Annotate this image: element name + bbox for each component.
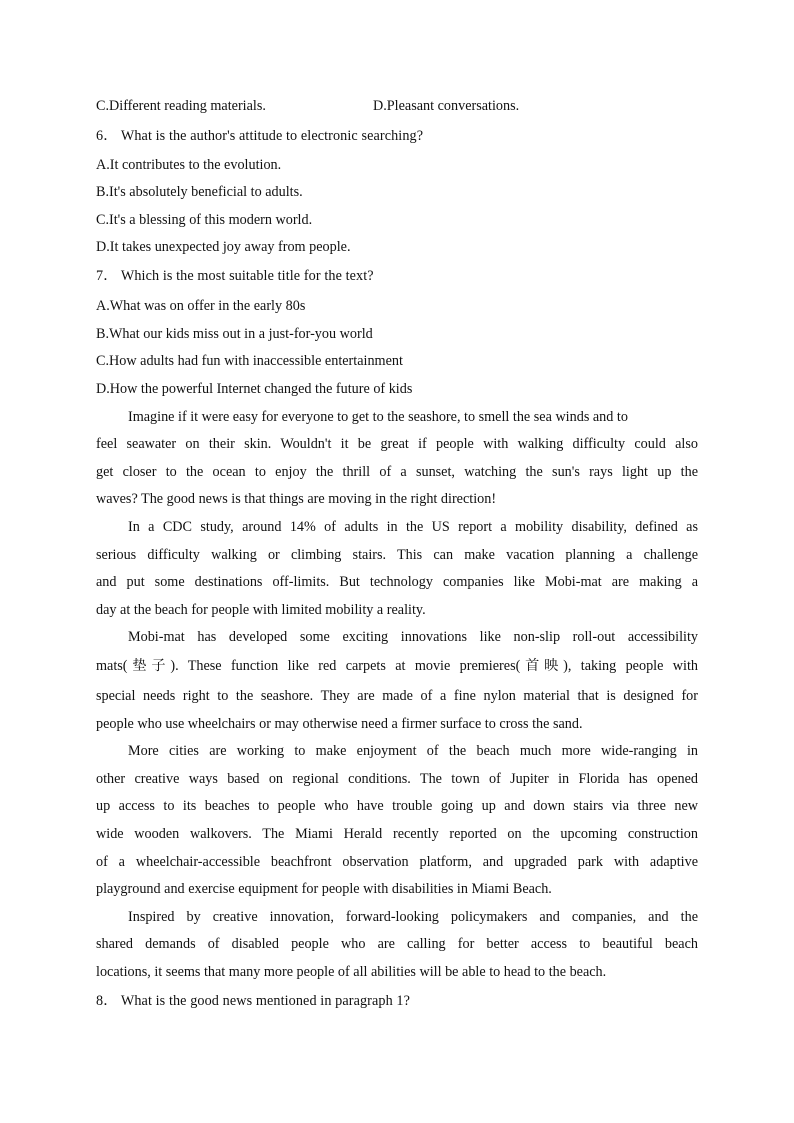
passage-line: wide wooden walkovers. The Miami Herald recently reported on the upcoming construction: [96, 826, 698, 842]
passage-line: get closer to the ocean to enjoy the thrill of a sunset, watching the sun's rays light up the: [96, 464, 698, 480]
passage-line: serious difficulty walking or climbing stairs. This can make vacation planning a challenge: [96, 547, 698, 563]
q7-option-b: B.What our kids miss out in a just-for-you world: [96, 326, 373, 342]
q5-options-row: [96, 97, 698, 115]
passage-line: of a wheelchair-accessible beachfront observation platform, and upgraded park with adaptive: [96, 854, 698, 870]
passage-line: day at the beach for people with limited mobility a reality.: [96, 602, 426, 618]
q6-question: 6． What is the author's attitude to electronic searching?: [96, 128, 424, 144]
passage-line: locations, it seems that many more people of all abilities will be able to head to the beach.: [96, 964, 607, 980]
passage-line: special needs right to the seashore. They are made of a fine nylon material that is designed for: [96, 688, 698, 704]
passage-line: playground and exercise equipment for people with disabilities in Miami Beach.: [96, 881, 552, 897]
passage-line: feel seawater on their skin. Wouldn't it be great if people with walking difficulty could also: [96, 436, 698, 452]
q5-option-d: D.Pleasant conversations.: [373, 98, 520, 114]
passage-line: In a CDC study, around 14% of adults in the US report a mobility disability, defined as: [128, 519, 698, 535]
q6-option-a: A.It contributes to the evolution.: [96, 157, 282, 173]
q7-option-a: A.What was on offer in the early 80s: [96, 298, 306, 314]
q8-question: 8． What is the good news mentioned in paragraph 1?: [96, 993, 411, 1009]
passage-line: More cities are working to make enjoyment of the beach much more wide-ranging in: [128, 743, 698, 759]
passage-line: people who use wheelchairs or may otherwise need a firmer surface to cross the sand.: [96, 716, 583, 732]
passage-line: waves? The good news is that things are moving in the right direction!: [96, 491, 497, 507]
passage-line: up access to its beaches to people who have trouble going up and down stairs via three new: [96, 798, 698, 814]
q5-option-c: C.Different reading materials.: [96, 98, 266, 114]
q7-question: 7． Which is the most suitable title for the text?: [96, 268, 374, 284]
q6-option-d: D.It takes unexpected joy away from people.: [96, 239, 351, 255]
passage-line: shared demands of disabled people who are calling for better access to beautiful beach: [96, 936, 698, 952]
passage-line: and put some destinations off-limits. But technology companies like Mobi-mat are making a: [96, 574, 698, 590]
q7-option-c: C.How adults had fun with inaccessible entertainment: [96, 353, 403, 369]
passage-line: other creative ways based on regional conditions. The town of Jupiter in Florida has opened: [96, 771, 698, 787]
passage-line: Mobi-mat has developed some exciting innovations like non-slip roll-out accessibility: [128, 629, 698, 645]
passage-line: Inspired by creative innovation, forward-looking policymakers and companies, and the: [128, 909, 698, 925]
q6-option-c: C.It's a blessing of this modern world.: [96, 212, 313, 228]
passage-line: Imagine if it were easy for everyone to get to the seashore, to smell the sea winds and to: [128, 409, 628, 425]
q7-option-d: D.How the powerful Internet changed the future of kids: [96, 381, 413, 397]
passage-line: mats(垫子). These function like red carpets at movie premieres(首映), taking people with: [96, 658, 698, 674]
q6-option-b: B.It's absolutely beneficial to adults.: [96, 184, 303, 200]
